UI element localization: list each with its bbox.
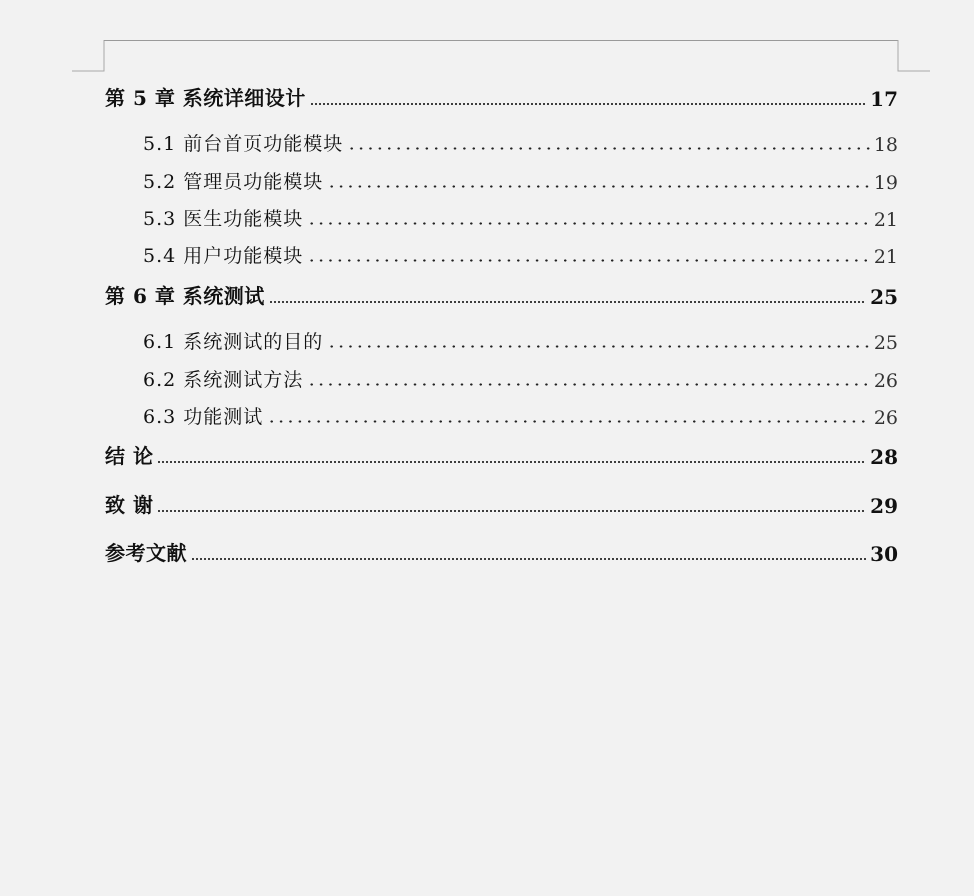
toc-dot-leader	[267, 420, 870, 423]
toc-entry-label: 5.2 管理员功能模块	[143, 171, 324, 193]
toc-page-number: 29	[870, 494, 898, 518]
toc-dot-leader	[307, 259, 870, 262]
toc-dot-leader	[327, 345, 870, 348]
toc-dot-leader	[157, 510, 866, 512]
toc-entry-label: 6.3 功能测试	[143, 406, 264, 428]
toc-page-number: 26	[873, 370, 898, 392]
toc-page-number: 30	[870, 542, 898, 566]
toc-dot-leader	[307, 222, 870, 225]
toc-entry-label: 6.2 系统测试方法	[143, 369, 304, 391]
toc-entry-acknowledgements[interactable]	[105, 489, 898, 518]
toc-entry-label: 5.1 前台首页功能模块	[143, 133, 344, 155]
toc-dot-leader	[307, 383, 870, 386]
toc-page-number: 18	[873, 134, 898, 156]
toc-entry-label: 5.4 用户功能模块	[143, 245, 304, 267]
toc-page-number: 17	[870, 87, 898, 111]
toc-page-number: 25	[870, 285, 898, 309]
toc-entry-label: 6.1 系统测试的目的	[143, 331, 324, 353]
toc-entry-5-1[interactable]	[143, 129, 898, 156]
toc-entry-label: 5.3 医生功能模块	[143, 208, 304, 230]
toc-page-number: 19	[873, 172, 898, 194]
toc-page-number: 21	[873, 209, 898, 231]
toc-page-number: 26	[873, 407, 898, 429]
toc-entry-5-2[interactable]	[143, 167, 898, 194]
toc-dot-leader	[157, 461, 866, 463]
toc-page-number: 21	[873, 246, 898, 268]
toc-entry-label: 第 5 章 系统详细设计	[105, 86, 306, 110]
toc-entry-label: 结 论	[105, 444, 154, 468]
toc-dot-leader	[327, 185, 870, 188]
toc-dot-leader	[347, 147, 870, 150]
toc-entry-5-3[interactable]	[143, 204, 898, 231]
toc-entry-label: 致 谢	[105, 493, 154, 517]
toc-entry-references[interactable]	[105, 537, 898, 566]
toc-entry-label: 第 6 章 系统测试	[105, 284, 265, 308]
toc-entry-6-3[interactable]	[143, 402, 898, 429]
toc-entry-label: 参考文献	[105, 541, 187, 565]
toc-dot-leader	[269, 301, 866, 303]
toc-entry-conclusion[interactable]	[105, 440, 898, 469]
toc-dot-leader	[191, 558, 866, 560]
toc-page-number: 28	[870, 445, 898, 469]
toc-entry-5-4[interactable]	[143, 241, 898, 268]
toc-entry-chapter-5[interactable]	[105, 82, 898, 111]
toc-entry-chapter-6[interactable]	[105, 280, 898, 309]
toc-entry-6-2[interactable]	[143, 365, 898, 392]
toc-entry-6-1[interactable]	[143, 327, 898, 354]
toc-dot-leader	[310, 103, 866, 105]
toc-page-number: 25	[873, 332, 898, 354]
